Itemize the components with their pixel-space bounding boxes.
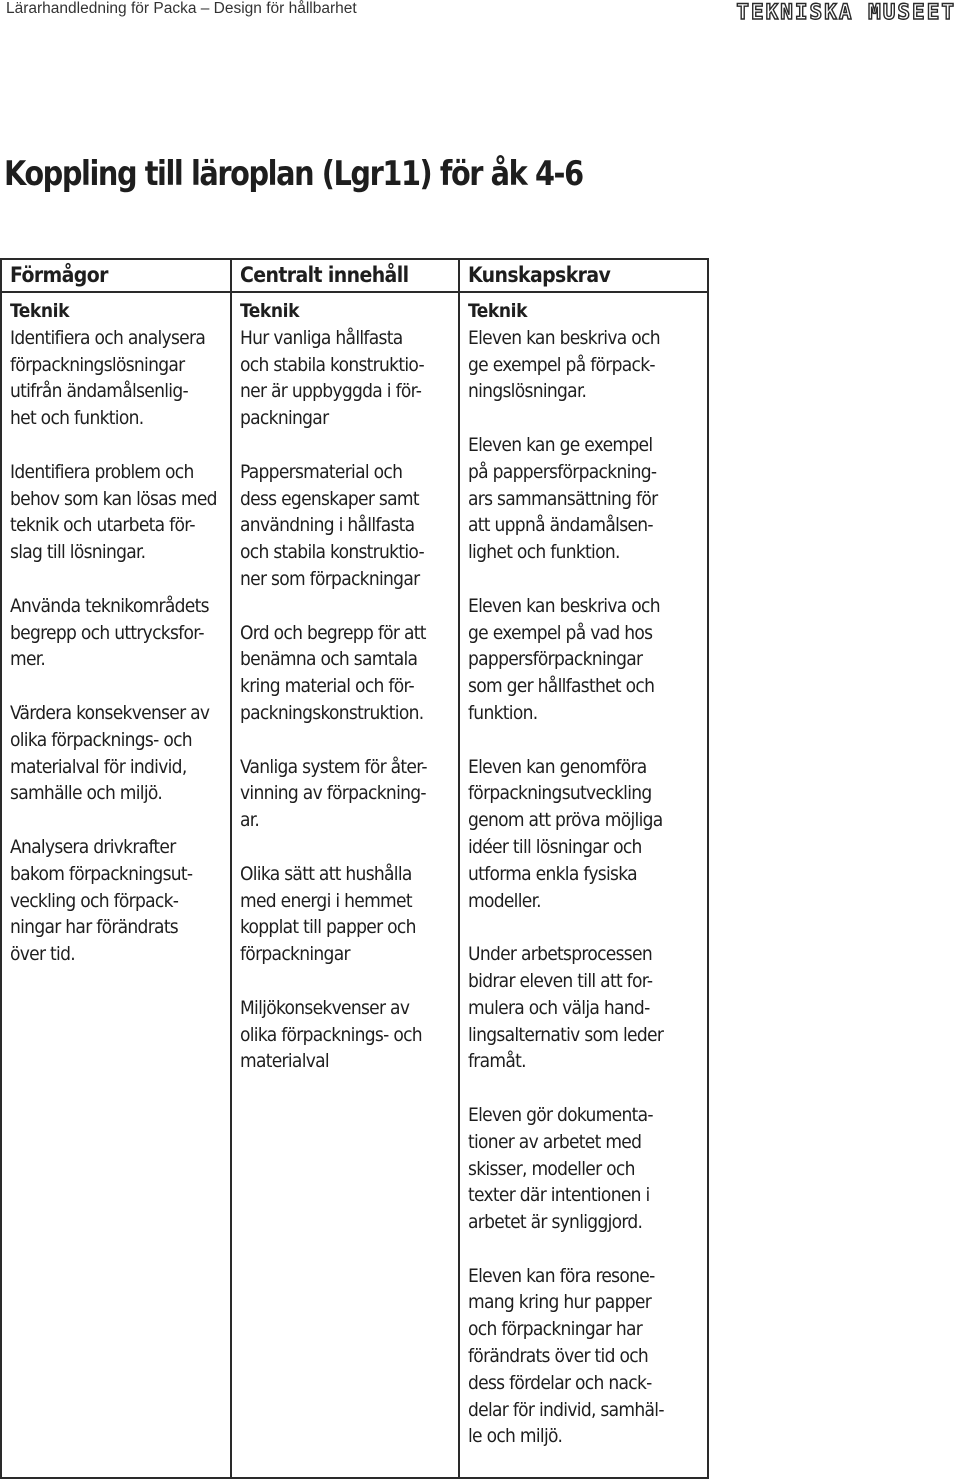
column-header-kunskapskrav: Kunskapskrav bbox=[459, 259, 708, 292]
cell-paragraph: Miljökonsekvenser av olika förpacknings- och materialval bbox=[240, 996, 422, 1073]
cell-paragraph: Olika sätt att hushålla med energi i hemmet kopplat till papper och förpackningar bbox=[240, 862, 416, 966]
column-header-formagor: Förmågor bbox=[1, 259, 231, 292]
cell-paragraph: Eleven kan genomföra förpackningsutveckling genom att pröva möjliga idéer till lösningar och utforma enkla fysiska modeller. bbox=[468, 755, 663, 912]
cell-subheading: Teknik bbox=[10, 300, 70, 322]
cell-subheading: Teknik bbox=[240, 300, 300, 322]
page-title: Koppling till läroplan (Lgr11) för åk 4-6 bbox=[4, 154, 583, 194]
cell-paragraph: Identifiera problem och behov som kan lösas med teknik och utarbeta för- slag till lösningar. bbox=[10, 460, 217, 564]
cell-paragraph: Eleven kan ge exempel på pappersförpackning- ars sammansättning för att uppnå ändamålsen- lighet och funktion. bbox=[468, 433, 658, 564]
cell-paragraph: Eleven kan föra resone- mang kring hur papper och förpackningar har förändrats över tid och dess fördelar och nack- delar för individ, samhäl- le och miljö. bbox=[468, 1264, 664, 1448]
cell-paragraph: Värdera konsekvenser av olika förpacknings- och materialval för individ, samhälle och miljö. bbox=[10, 701, 210, 805]
cell-paragraph: Hur vanliga hållfasta och stabila konstruktio- ner är uppbyggda i för- packningar bbox=[240, 326, 424, 430]
centralt-innehall-cell bbox=[231, 292, 459, 1478]
cell-paragraph: Analysera drivkrafter bakom förpackningsut- veckling och förpack- ningar har förändrats över tid. bbox=[10, 835, 193, 966]
cell-paragraph: Eleven kan beskriva och ge exempel på vad hos pappersförpackningar som ger hållfasthet och funktion. bbox=[468, 594, 660, 724]
table-row bbox=[1, 292, 708, 1478]
cell-paragraph: Identifiera och analysera förpackningslösningar utifrån ändamålsenlig- het och funktion. bbox=[10, 326, 206, 430]
cell-paragraph: Eleven gör dokumenta- tioner av arbetet med skisser, modeller och texter där intentionen i arbetet är synliggjord. bbox=[468, 1103, 653, 1234]
curriculum-table bbox=[0, 258, 709, 1479]
cell-paragraph: Under arbetsprocessen bidrar eleven till att for- mulera och välja hand- lingsalternativ som leder framåt. bbox=[468, 943, 664, 1073]
cell-paragraph: Pappersmaterial och dess egenskaper samt användning i hållfasta och stabila konstruktio- ner som förpackningar bbox=[240, 460, 424, 590]
cell-paragraph: Eleven kan beskriva och ge exempel på förpack- ningslösningar. bbox=[468, 326, 660, 403]
kunskapskrav-cell bbox=[459, 292, 708, 1478]
cell-paragraph: Ord och begrepp för att benämna och samtala kring material och för- packningskonstruktion. bbox=[240, 621, 426, 724]
cell-subheading: Teknik bbox=[468, 300, 528, 322]
table-header-row bbox=[1, 259, 708, 292]
museum-logo: TEKNISKA MUSEET bbox=[736, 0, 956, 24]
formagor-cell bbox=[1, 292, 231, 1478]
column-header-centralt-innehall: Centralt innehåll bbox=[231, 259, 459, 292]
cell-paragraph: Använda teknikområdets begrepp och uttrycksfor- mer. bbox=[10, 594, 209, 671]
document-breadcrumb: Lärarhandledning för Packa – Design för hållbarhet bbox=[6, 0, 357, 17]
cell-paragraph: Vanliga system för åter- vinning av förpackning- ar. bbox=[240, 755, 427, 832]
